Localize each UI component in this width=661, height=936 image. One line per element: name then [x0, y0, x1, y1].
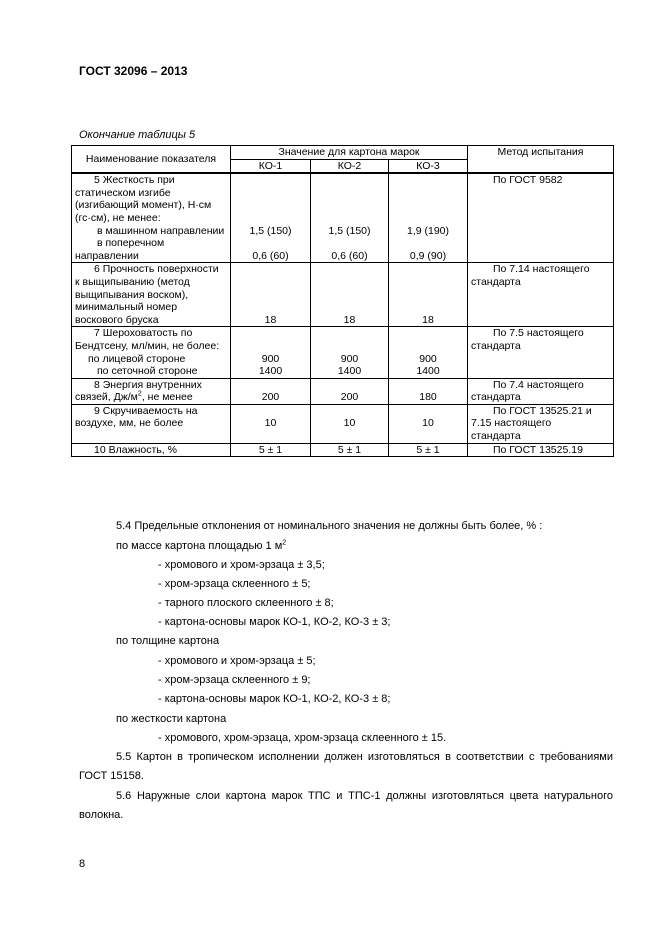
document-header: ГОСТ 32096 – 2013: [79, 64, 188, 78]
value-cell: 18: [311, 263, 389, 327]
row-name: 9 Скручиваемость на воздухе, мм, не более: [72, 404, 231, 443]
list-item: - хром-эрзаца склеенного ± 9;: [158, 674, 311, 686]
list-item: - хром-эрзаца склеенного ± 5;: [158, 578, 311, 590]
method-cell: По ГОСТ 13525.19: [468, 443, 614, 457]
method-cell: По 7.5 настоящего стандарта: [468, 327, 614, 378]
value-cell: 200: [231, 378, 311, 404]
row-name: 8 Энергия внутренних связей, $Дж/м^2$, не менее: [72, 378, 231, 404]
table-row: [72, 443, 614, 457]
list-item: - тарного плоского склеенного ± 8;: [158, 597, 334, 609]
paragraph-5-5-line2: ГОСТ 15158.: [79, 770, 144, 782]
thickness-heading: по толщине картона: [116, 635, 220, 647]
grade-header: КО-1: [231, 159, 311, 173]
value-cell: 200: [311, 378, 389, 404]
column-header-values: Значение для картона марок: [231, 146, 468, 160]
value-cell: 1,9 (190) 0,9 (90): [389, 173, 468, 263]
stiffness-heading: по жесткости картона: [116, 713, 227, 725]
table-row: [72, 173, 614, 263]
paragraph-5-4: 5.4 Предельные отклонения от номинального значения не должны быть более, % :: [116, 520, 543, 532]
paragraph-5-6-line1: 5.6 Наружные слои картона марок ТПС и ТПС-1 должны изготовляться цвета натурального: [116, 790, 613, 802]
paragraph-5-6-line2: волокна.: [79, 809, 124, 821]
row-name: 5 Жесткость при статическом изгибе (изгибающий момент), Н·см (гс·см), не менее: в машинном направлении в поперечном направлении: [72, 173, 231, 263]
value-cell: 900 1400: [311, 327, 389, 378]
properties-table: [71, 145, 614, 457]
table-row: [72, 263, 614, 327]
list-item: - картона-основы марок КО-1, КО-2, КО-3 ± 8;: [158, 693, 391, 705]
row-name: 6 Прочность поверхности к выщипыванию (метод выщипывания воском), минимальный номер воскового бруска: [72, 263, 231, 327]
table-header-row: [72, 146, 614, 160]
table-caption: Окончание таблицы 5: [79, 129, 196, 141]
value-cell: 900 1400: [389, 327, 468, 378]
method-cell: По 7.14 настоящего стандарта: [468, 263, 614, 327]
paragraph-5-5-line1: 5.5 Картон в тропическом исполнении должен изготовляться в соответствии с требованиями: [116, 751, 613, 763]
row-name: 7 Шероховатость по Бендтсену, мл/мин, не более: по лицевой стороне по сеточной стороне: [72, 327, 231, 378]
list-item: - хромового и хром-эрзаца ± 3,5;: [158, 559, 325, 571]
table-row: [72, 404, 614, 443]
method-cell: По 7.4 настоящего стандарта: [468, 378, 614, 404]
grade-header: КО-2: [311, 159, 389, 173]
value-cell: 180: [389, 378, 468, 404]
table-row: [72, 378, 614, 404]
value-cell: 5 ± 1: [389, 443, 468, 457]
value-cell: 10: [389, 404, 468, 443]
table-row: [72, 327, 614, 378]
value-cell: 5 ± 1: [231, 443, 311, 457]
value-cell: 5 ± 1: [311, 443, 389, 457]
grade-header: КО-3: [389, 159, 468, 173]
row-name: 10 Влажность, %: [72, 443, 231, 457]
column-header-name: Наименование показателя: [72, 146, 231, 174]
method-cell: По ГОСТ 9582: [468, 173, 614, 263]
value-cell: 1,5 (150) 0,6 (60): [231, 173, 311, 263]
mass-heading: по массе картона площадью 1 $м^2$: [116, 539, 287, 552]
method-cell: По ГОСТ 13525.21 и 7.15 настоящего стандарта: [468, 404, 614, 443]
value-cell: 18: [231, 263, 311, 327]
value-cell: 1,5 (150) 0,6 (60): [311, 173, 389, 263]
list-item: - хромового и хром-эрзаца ± 5;: [158, 655, 316, 667]
page-number: 8: [79, 858, 86, 870]
value-cell: 900 1400: [231, 327, 311, 378]
list-item: - картона-основы марок КО-1, КО-2, КО-3 ± 3;: [158, 616, 391, 628]
value-cell: 10: [231, 404, 311, 443]
column-header-method: Метод испытания: [468, 146, 614, 174]
list-item: - хромового, хром-эрзаца, хром-эрзаца склеенного ± 15.: [158, 732, 447, 744]
value-cell: 18: [389, 263, 468, 327]
value-cell: 10: [311, 404, 389, 443]
